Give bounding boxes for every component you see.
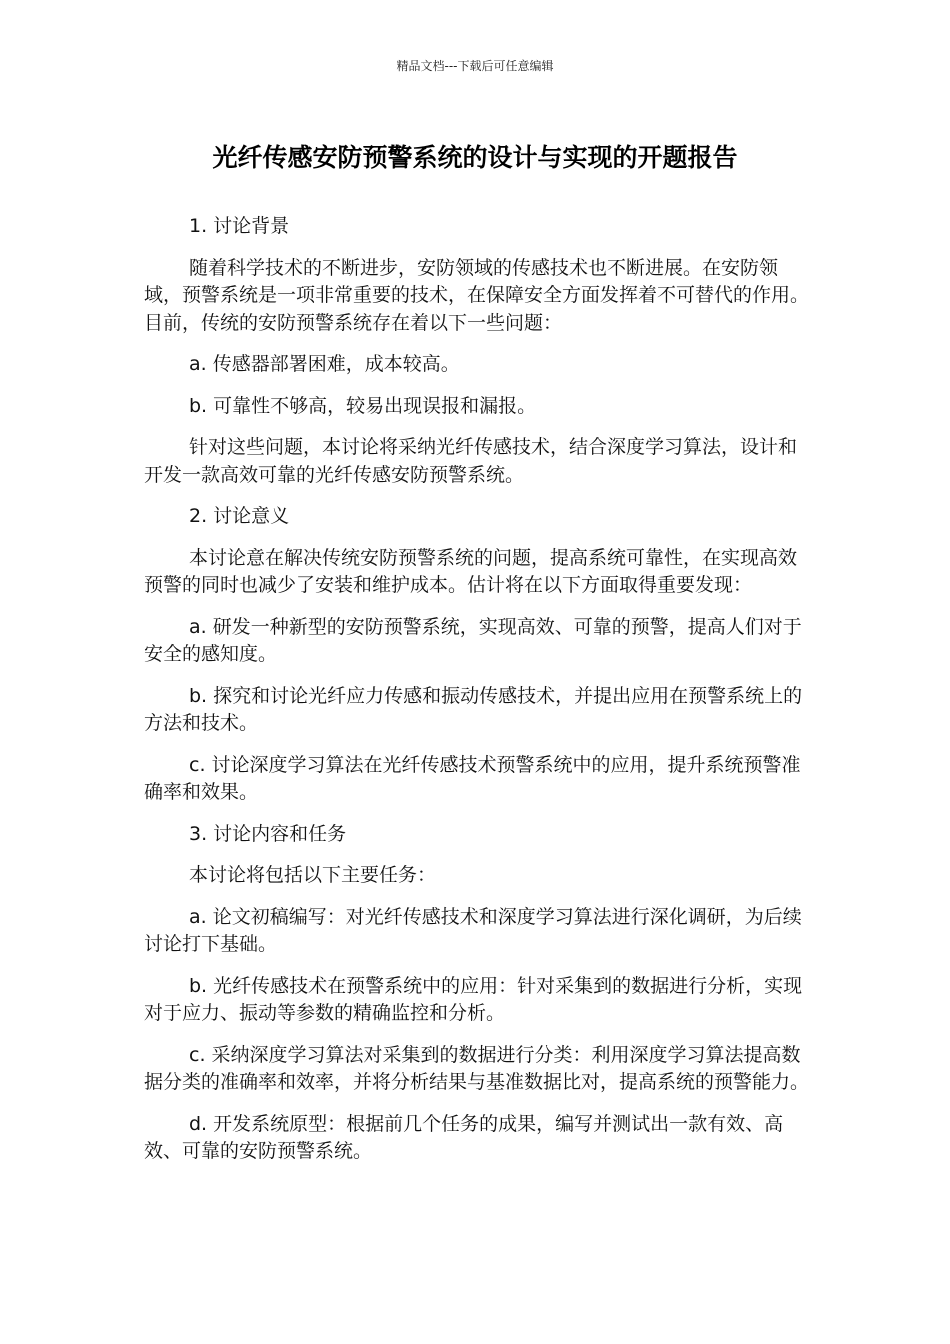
list-item: c. 采纳深度学习算法对采集到的数据进行分类：利用深度学习算法提高数据分类的准确率和效率，并将分析结果与基准数据比对，提高系统的预警能力。	[144, 1043, 810, 1093]
page-header: 精品文档---下载后可任意编辑	[396, 59, 554, 73]
document-title: 光纤传感安防预警系统的设计与实现的开题报告	[212, 143, 738, 172]
list-item: a. 研发一种新型的安防预警系统，实现高效、可靠的预警，提高人们对于安全的感知度。	[144, 615, 802, 665]
paragraph: 本讨论意在解决传统安防预警系统的问题，提高系统可靠性，在实现高效预警的同时也减少了安装和维护成本。估计将在以下方面取得重要发现：	[144, 546, 798, 596]
paragraph: 针对这些问题，本讨论将采纳光纤传感技术，结合深度学习算法，设计和开发一款高效可靠的光纤传感安防预警系统。	[144, 436, 798, 486]
paragraph: 随着科学技术的不断进步，安防领域的传感技术也不断进展。在安防领域，预警系统是一项非常重要的技术，在保障安全方面发挥着不可替代的作用。目前，传统的安防预警系统存在着以下一些问题：	[144, 256, 810, 334]
list-item: c. 讨论深度学习算法在光纤传感技术预警系统中的应用，提升系统预警准确率和效果。	[144, 753, 801, 803]
section-heading-content-tasks: 3. 讨论内容和任务	[189, 822, 347, 845]
section-heading-background: 1. 讨论背景	[189, 215, 290, 237]
document-body	[144, 213, 810, 1180]
paragraph: 本讨论将包括以下主要任务：	[189, 864, 437, 886]
list-item: b. 探究和讨论光纤应力传感和振动传感技术，并提出应用在预警系统上的方法和技术。	[144, 684, 803, 734]
list-item: b. 光纤传感技术在预警系统中的应用：针对采集到的数据进行分析，实现对于应力、振动等参数的精确监控和分析。	[144, 974, 803, 1024]
list-item: d. 开发系统原型：根据前几个任务的成果，编写并测试出一款有效、高效、可靠的安防预警系统。	[144, 1112, 784, 1162]
list-item: a. 论文初稿编写：对光纤传感技术和深度学习算法进行深化调研，为后续讨论打下基础。	[144, 905, 802, 955]
section-heading-significance: 2. 讨论意义	[189, 505, 290, 527]
list-item: a. 传感器部署困难，成本较高。	[189, 353, 460, 375]
list-item: b. 可靠性不够高，较易出现误报和漏报。	[189, 394, 537, 417]
